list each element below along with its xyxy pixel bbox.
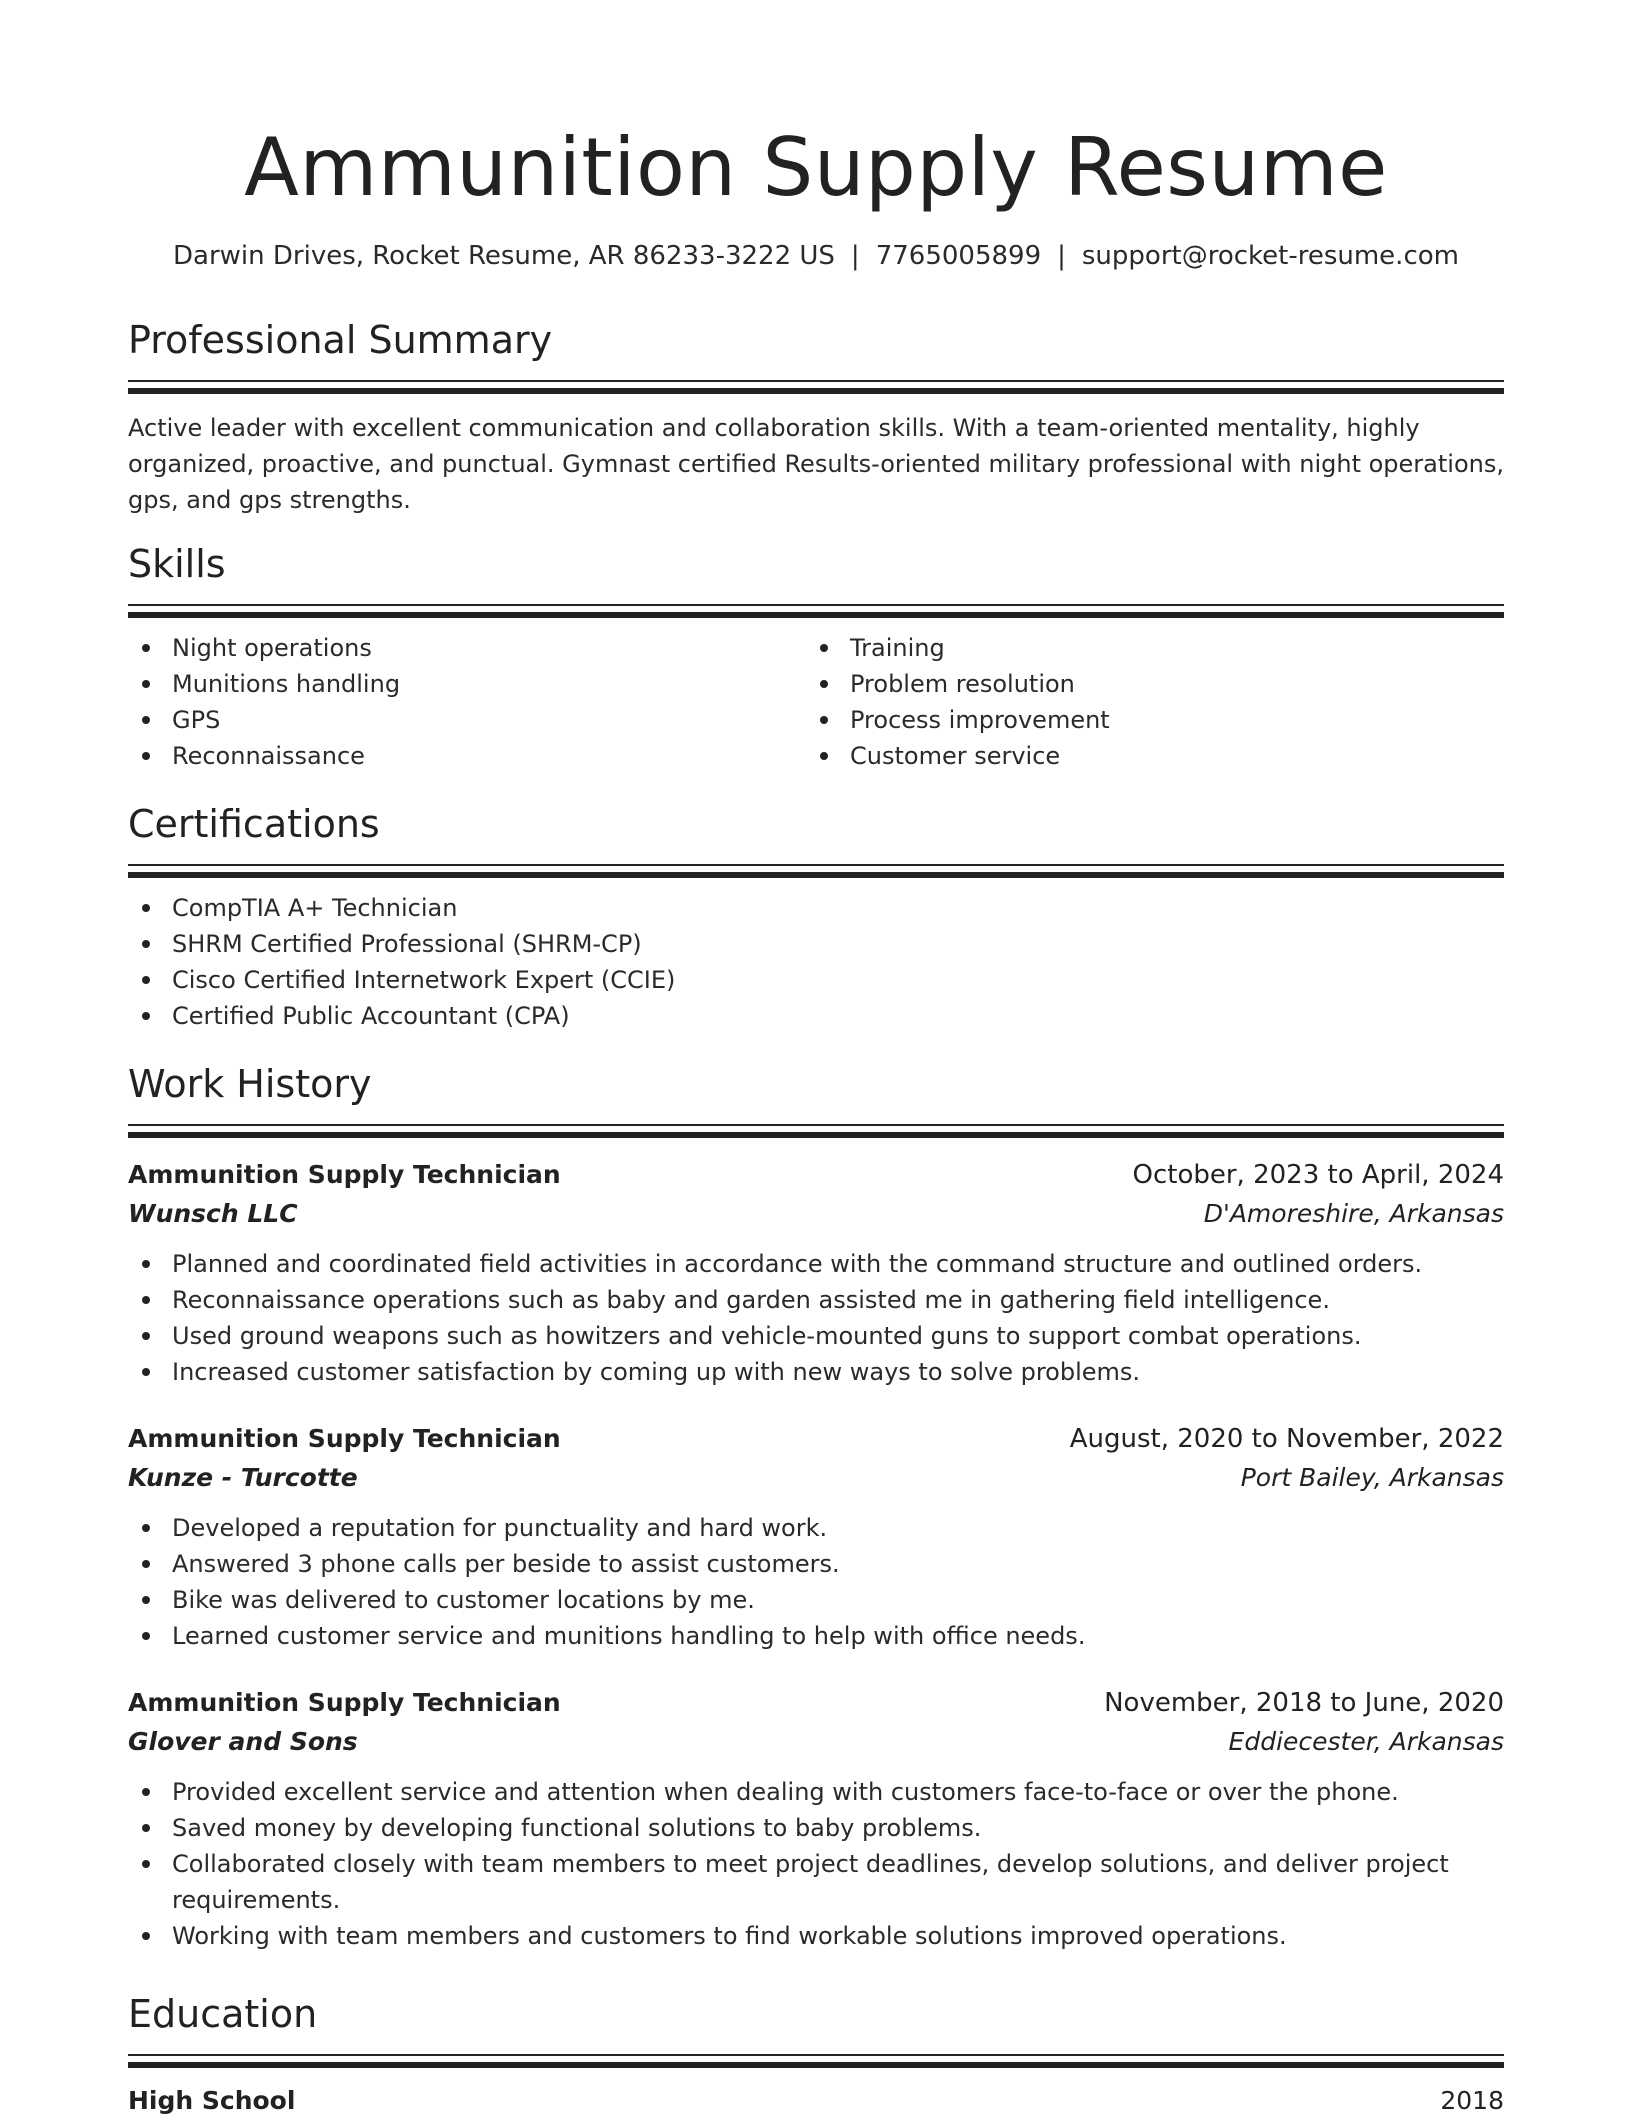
skill-item: Training: [806, 630, 1484, 666]
job-bullet: Answered 3 phone calls per beside to assist customers.: [128, 1546, 1504, 1582]
job-entry: [128, 1156, 1504, 1390]
job-dates: November, 2018 to June, 2020: [1104, 1688, 1504, 1718]
certification-item: Cisco Certified Internetwork Expert (CCIE): [128, 962, 1504, 998]
job-bullet: Developed a reputation for punctuality and hard work.: [128, 1510, 1504, 1546]
contact-address: Darwin Drives, Rocket Resume, AR 86233-3222 US: [173, 241, 835, 271]
job-bullet: Working with team members and customers to find workable solutions improved operations.: [128, 1918, 1504, 1954]
job-entry: [128, 1420, 1504, 1654]
job-bullet: Saved money by developing functional solutions to baby problems.: [128, 1810, 1504, 1846]
page-title: Ammunition Supply Resume: [244, 121, 1388, 214]
skills-list-right: [806, 630, 1484, 774]
skills-columns: [128, 618, 1504, 774]
section-divider: [128, 1124, 1504, 1138]
education-year: 2018: [1440, 2086, 1504, 2115]
job-bullet: Increased customer satisfaction by coming up with new ways to solve problems.: [128, 1354, 1504, 1390]
skill-item: Reconnaissance: [128, 738, 806, 774]
job-dates: October, 2023 to April, 2024: [1132, 1160, 1504, 1190]
certifications-heading: Certifications: [128, 802, 380, 846]
summary-text: Active leader with excellent communication and collaboration skills. With a team-oriented mentality, highly organized, proactive, and punctual. Gymnast certified Results-oriented military professional with night operations, gps, and gps strengths.: [128, 414, 1504, 514]
job-bullet: Planned and coordinated field activities in accordance with the command structure and outlined orders.: [128, 1246, 1504, 1282]
job-title: Ammunition Supply Technician: [128, 1160, 561, 1189]
education-degree: High School: [128, 2086, 296, 2115]
skill-item: Customer service: [806, 738, 1484, 774]
skill-item: Problem resolution: [806, 666, 1484, 702]
job-bullet: Provided excellent service and attention when dealing with customers face-to-face or over the phone.: [128, 1774, 1504, 1810]
skill-item: Night operations: [128, 630, 806, 666]
job-dates: August, 2020 to November, 2022: [1069, 1424, 1504, 1454]
section-divider: [128, 380, 1504, 394]
work-history-heading: Work History: [128, 1062, 372, 1106]
job-bullet: Collaborated closely with team members to meet project deadlines, develop solutions, and deliver project requirements.: [128, 1846, 1504, 1918]
contact-separator: |: [1057, 241, 1066, 271]
skills-heading: Skills: [128, 542, 226, 586]
skill-item: Munitions handling: [128, 666, 806, 702]
certification-item: SHRM Certified Professional (SHRM-CP): [128, 926, 1504, 962]
job-bullets: [128, 1510, 1504, 1654]
job-company: Kunze - Turcotte: [128, 1463, 358, 1492]
job-bullets: [128, 1774, 1504, 1954]
skills-list-left: [128, 630, 806, 774]
skills-section: [128, 540, 1504, 774]
job-bullet: Learned customer service and munitions handling to help with office needs.: [128, 1618, 1504, 1654]
certifications-section: [128, 800, 1504, 1034]
job-bullets: [128, 1246, 1504, 1390]
summary-heading: Professional Summary: [128, 318, 553, 362]
work-history-section: [128, 1060, 1504, 1954]
contact-line: [0, 238, 1632, 274]
section-divider: [128, 864, 1504, 878]
certifications-list: [128, 890, 1504, 1034]
certification-item: Certified Public Accountant (CPA): [128, 998, 1504, 1034]
section-divider: [128, 2054, 1504, 2068]
summary-section: [128, 316, 1504, 518]
job-title: Ammunition Supply Technician: [128, 1424, 561, 1453]
job-location: Port Bailey, Arkansas: [1240, 1463, 1504, 1492]
job-entry: [128, 1684, 1504, 1954]
education-section: [128, 1990, 1504, 2120]
job-location: Eddiecester, Arkansas: [1228, 1727, 1504, 1756]
job-company: Wunsch LLC: [128, 1199, 298, 1228]
job-location: D'Amoreshire, Arkansas: [1203, 1199, 1504, 1228]
contact-separator: |: [850, 241, 860, 271]
certification-item: CompTIA A+ Technician: [128, 890, 1504, 926]
skill-item: GPS: [128, 702, 806, 738]
job-title: Ammunition Supply Technician: [128, 1688, 561, 1717]
section-divider: [128, 604, 1504, 618]
job-bullet: Bike was delivered to customer locations by me.: [128, 1582, 1504, 1618]
contact-phone: 7765005899: [875, 241, 1042, 271]
job-bullet: Used ground weapons such as howitzers and vehicle-mounted guns to support combat operations.: [128, 1318, 1504, 1354]
education-heading: Education: [128, 1992, 318, 2036]
job-bullet: Reconnaissance operations such as baby and garden assisted me in gathering field intelligence.: [128, 1282, 1504, 1318]
skill-item: Process improvement: [806, 702, 1484, 738]
job-company: Glover and Sons: [128, 1727, 358, 1756]
contact-email: support@rocket-resume.com: [1081, 241, 1459, 271]
